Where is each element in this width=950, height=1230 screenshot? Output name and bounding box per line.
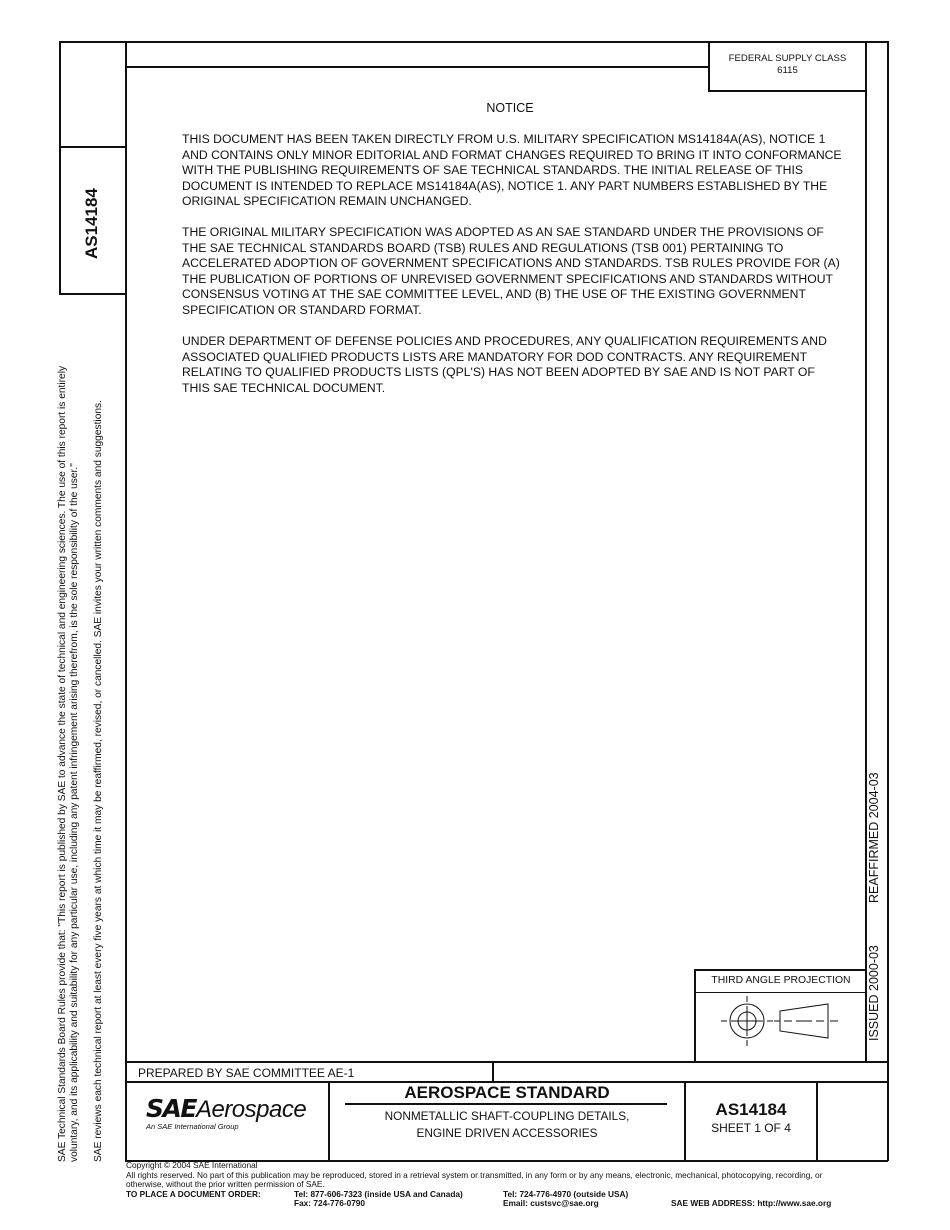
order-label-text: TO PLACE A DOCUMENT ORDER:: [126, 1189, 261, 1199]
tel-usa-text: Tel: 877-606-7323 (inside USA and Canada): [294, 1189, 463, 1199]
footer-web-address: [671, 1199, 831, 1208]
header-rule: [125, 66, 709, 68]
footer-rights-line2: otherwise, without the prior written permission of SAE.: [126, 1179, 325, 1189]
email-text: Email: custsvc@sae.org: [503, 1198, 599, 1208]
side-rules-line1: SAE Technical Standards Board Rules provide that: "This report is published by SAE to advance the state of technical and engineering sciences. The use of this report is entirely: [57, 365, 68, 1162]
footer-email: [503, 1199, 599, 1208]
title-block-top: [125, 1061, 888, 1063]
projection-box-divider: [694, 992, 866, 993]
federal-supply-class-number: 6115: [777, 64, 798, 76]
prepared-by: PREPARED BY SAE COMMITTEE AE-1: [138, 1066, 355, 1080]
side-review-line: SAE reviews each technical report at least every five years at which time it may be reaffirmed, revised, or cancelled. SAE invites your written comments and suggestions.: [93, 400, 104, 1162]
document-title-line1: NONMETALLIC SHAFT-COUPLING DETAILS,: [384, 1109, 630, 1123]
footer-rights-line1: All rights reserved. No part of this publication may be reproduced, stored in a retrieval system or transmitted, in any form or by any means, electronic, mechanical, photocopying, recording, or: [126, 1170, 823, 1180]
projection-box-top: [694, 969, 866, 971]
federal-supply-class-label: FEDERAL SUPPLY CLASS: [728, 53, 847, 64]
third-angle-projection-symbol: [696, 994, 864, 1060]
frame-top-border: [59, 41, 888, 43]
issued-date: ISSUED 2000-03: [867, 945, 881, 1041]
notice-paragraph-1: THIS DOCUMENT HAS BEEN TAKEN DIRECTLY FROM U.S. MILITARY SPECIFICATION MS14184A(AS), NOTICE 1 AND CONTAINS ONLY MINOR EDITORIAL AND FORMAT CHANGES REQUIRED TO BRING IT INTO CONFORMANCE WITH THE PUBLISHING REQUIREMENTS OF SAE TECHNICAL STANDARDS. THE INITIAL RELEASE OF THIS DOCUMENT IS INTENDED TO REPLACE MS14184A(AS), NOTICE 1. ANY PART NUMBERS ESTABLISHED BY THE ORIGINAL SPECIFICATION REMAIN UNCHANGED.: [182, 132, 842, 209]
fsc-box-bottom: [708, 90, 866, 92]
tel-outside-text: Tel: 724-776-4970 (outside USA): [503, 1189, 629, 1199]
notice-paragraph-2: THE ORIGINAL MILITARY SPECIFICATION WAS ADOPTED AS AN SAE STANDARD UNDER THE PROVISIONS OF THE SAE TECHNICAL STANDARDS BOARD (TSB) RULES AND REGULATIONS (TSB 001) PERTAINING TO ACCELERATED ADOPTION OF GOVERNMENT SPECIFICATIONS AND STANDARDS. TSB RULES PROVIDE FOR (A) THE PUBLICATION OF PORTIONS OF UNREVISED GOVERNMENT SPECIFICATIONS AND STANDARDS WITHOUT CONSENSUS VOTING AT THE SAE COMMITTEE LEVEL, AND (B) THE USE OF THE EXISTING GOVERNMENT SPECIFICATION OR STANDARD FORMAT.: [182, 225, 840, 317]
main-left-border: [125, 41, 127, 1161]
federal-supply-class: [710, 53, 865, 76]
fax-text: Fax: 724-776-0790: [294, 1198, 366, 1208]
frame-right-border: [887, 41, 889, 1161]
footer-order-label: [126, 1190, 261, 1199]
side-rules-line2: voluntary, and its applicability and suitability for any particular use, including any patent infringement arising therefrom, is the sole responsibility of the user.": [69, 463, 80, 1162]
side-strip-divider: [59, 146, 126, 148]
sae-aerospace-logo: [146, 1094, 306, 1124]
standard-type-underline: [345, 1103, 667, 1105]
footer-fax: [294, 1199, 365, 1208]
date-column-border: [865, 41, 867, 1062]
footer-copyright: Copyright © 2004 SAE International: [126, 1160, 258, 1170]
web-address-text: SAE WEB ADDRESS: http://www.sae.org: [671, 1198, 832, 1208]
frame-left-border: [59, 41, 61, 294]
notice-title: NOTICE: [486, 101, 534, 115]
logo-aerospace-text: Aerospace: [195, 1096, 307, 1123]
standard-type: AEROSPACE STANDARD: [404, 1083, 610, 1102]
logo-subtitle: An SAE International Group: [146, 1122, 239, 1131]
notice-paragraph-3: UNDER DEPARTMENT OF DEFENSE POLICIES AND PROCEDURES, ANY QUALIFICATION REQUIREMENTS AND ASSOCIATED QUALIFIED PRODUCTS LISTS ARE MANDATORY FOR DOD CONTRACTS. ANY REQUIREMENT RELATING TO QUALIFIED PRODUCTS LISTS (QPL'S) HAS NOT BEEN ADOPTED BY SAE AND IS NOT PART OF THIS SAE TECHNICAL DOCUMENT.: [182, 334, 827, 395]
side-strip-bottom: [59, 293, 126, 295]
document-title-line2: ENGINE DRIVEN ACCESSORIES: [416, 1126, 598, 1140]
document-title: [330, 1108, 684, 1142]
title-block-doc-number: AS14184: [715, 1100, 787, 1119]
logo-sae-text: SAE: [146, 1094, 196, 1123]
reaffirmed-date: REAFFIRMED 2004-03: [867, 772, 881, 903]
sheet-number: SHEET 1 OF 4: [711, 1121, 791, 1135]
prepared-row-divider: [492, 1061, 494, 1082]
docnum-cell-right: [816, 1081, 818, 1161]
projection-label: THIRD ANGLE PROJECTION: [711, 975, 851, 986]
side-doc-number: AS14184: [82, 188, 101, 259]
